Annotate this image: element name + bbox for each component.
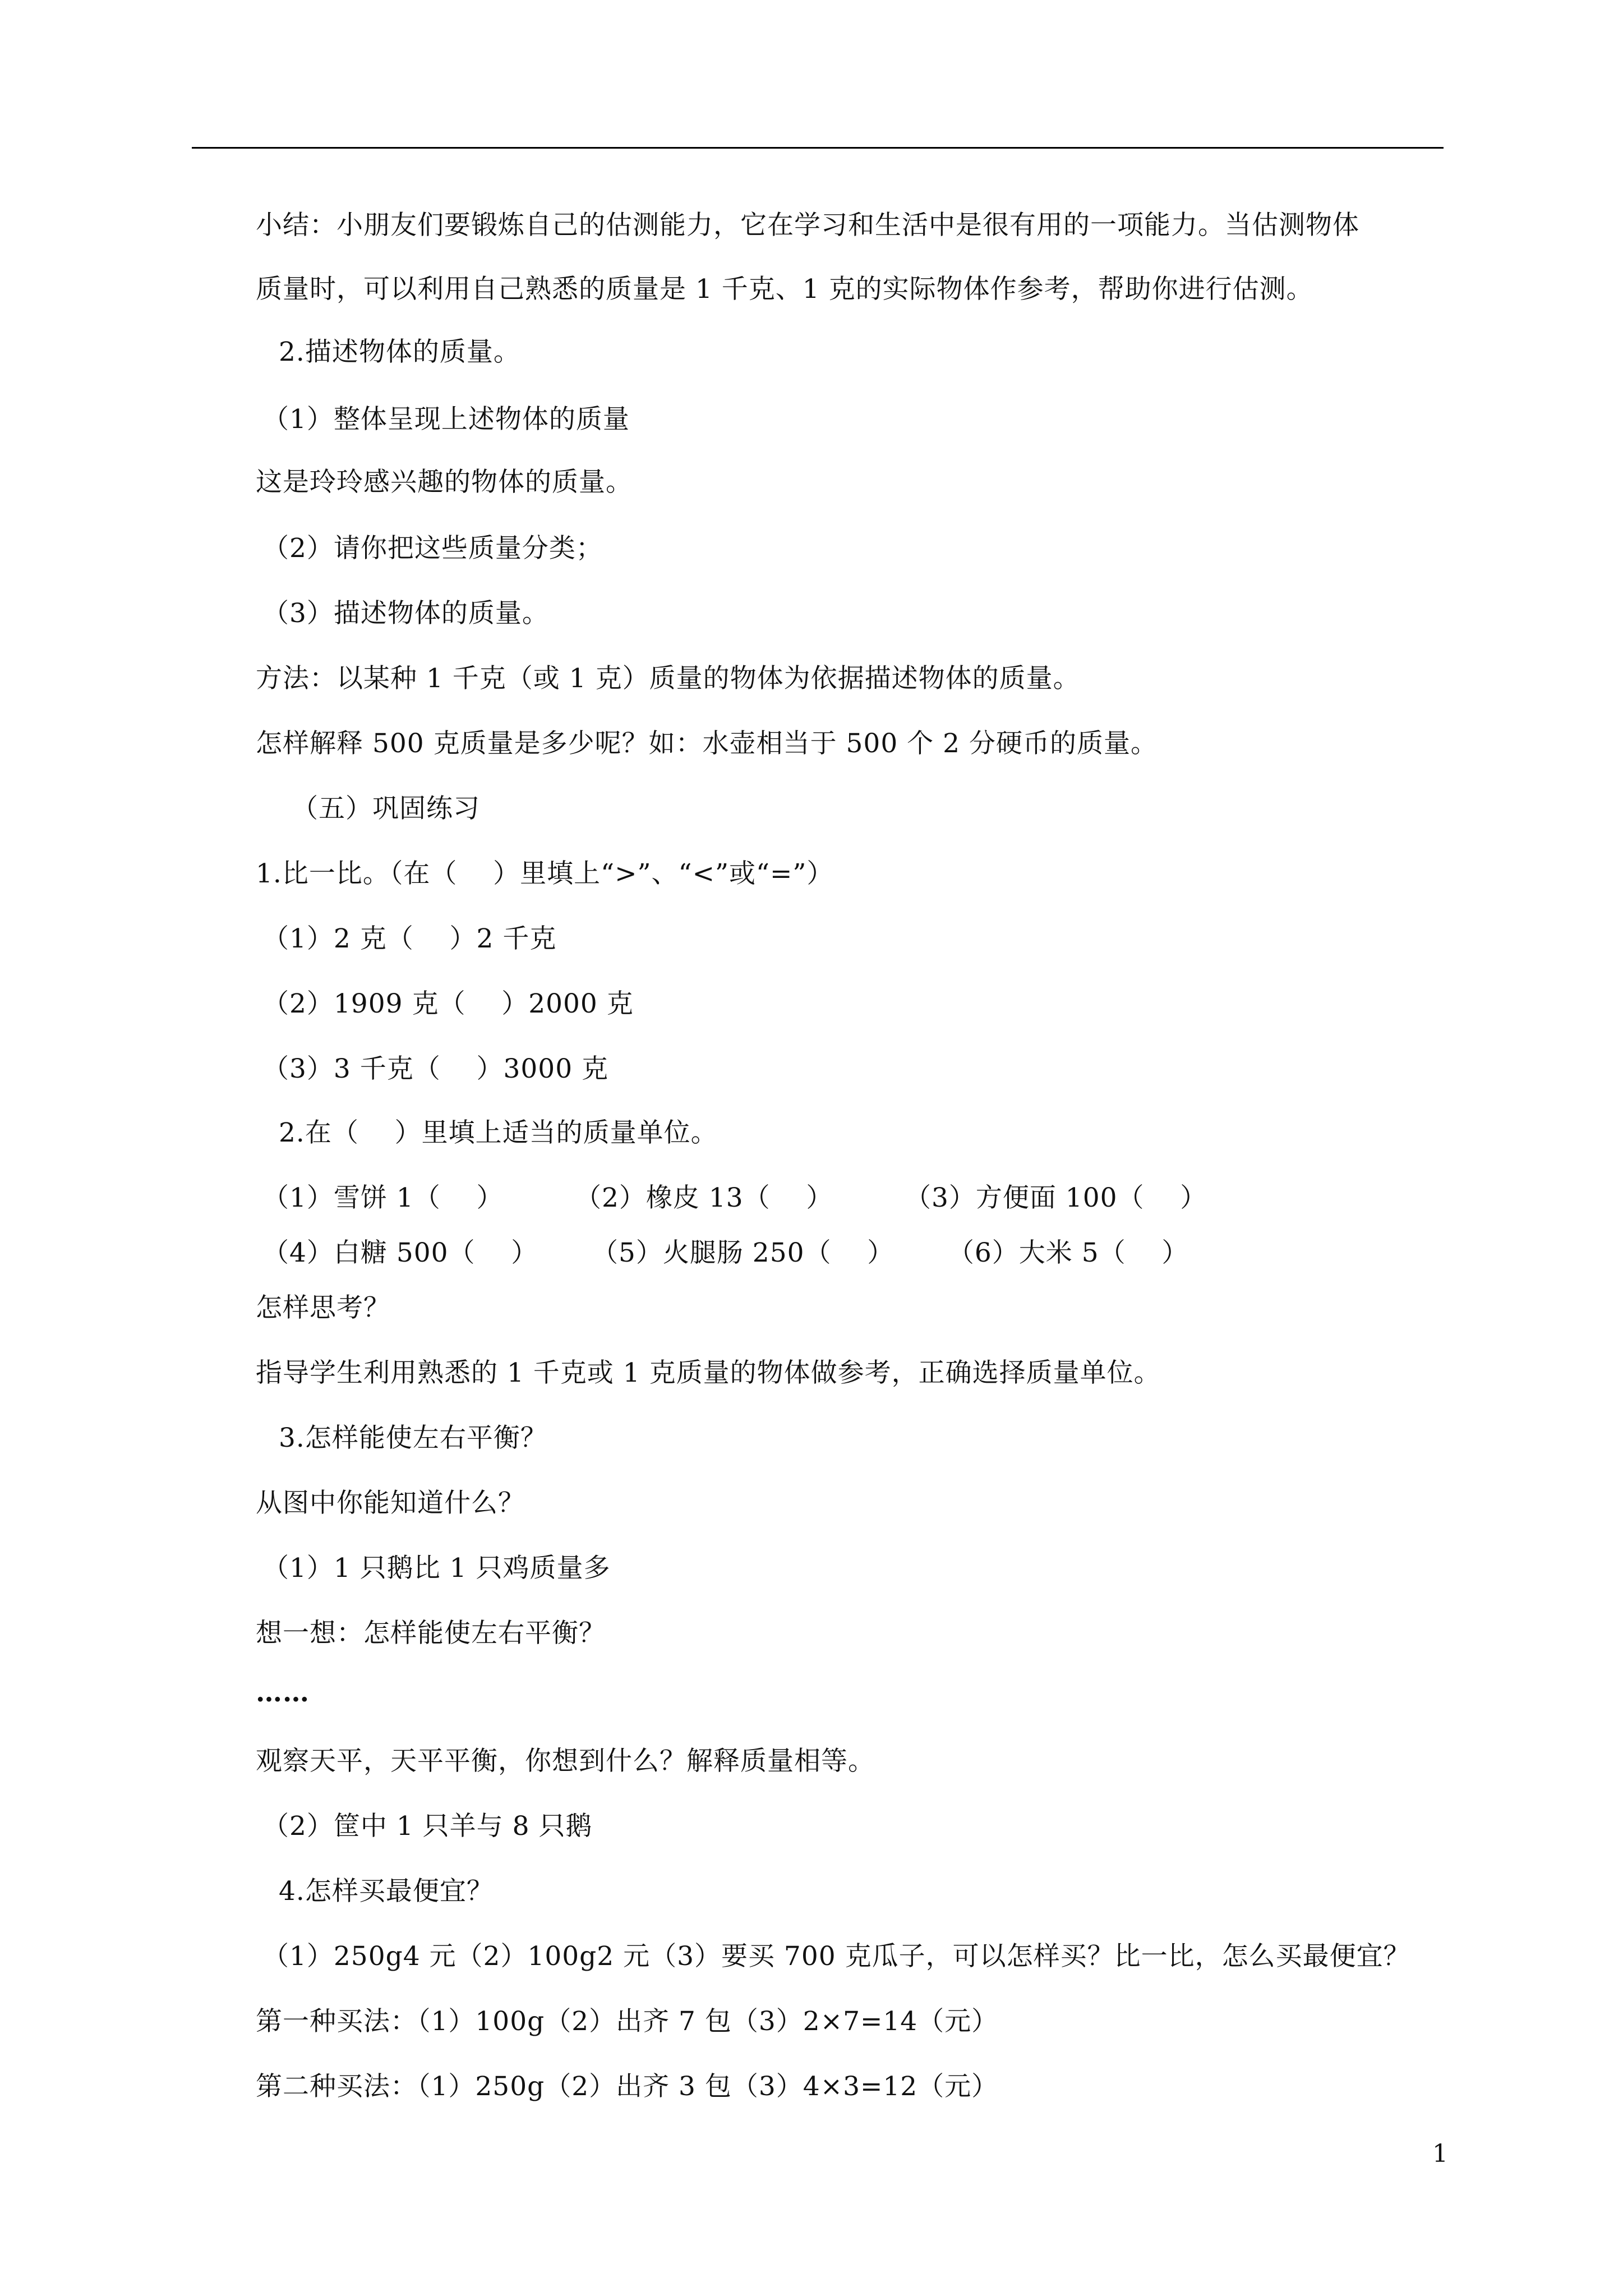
exercise-1-item-1: （1）2 克（ ）2 千克 — [262, 923, 557, 954]
summary-line-1: 小结：小朋友们要锻炼自己的估测能力，它在学习和生活中是很有用的一项能力。当估测物体 — [256, 210, 1359, 241]
exercise-3-item-1: （1）1 只鹅比 1 只鸡质量多 — [262, 1553, 611, 1584]
page-number: 1 — [1432, 2139, 1448, 2168]
item-1-line: （1）整体呈现上述物体的质量 — [262, 404, 630, 435]
exercise-4-question: （1）250g4 元（2）100g2 元（3）要买 700 克瓜子，可以怎样买？比一比，怎么买最便宜？ — [262, 1941, 1410, 1972]
observe-balance-line: 观察天平，天平平衡，你想到什么？解释质量相等。 — [256, 1746, 875, 1777]
ellipsis-line: …… — [256, 1677, 310, 1708]
section-5-heading: （五）巩固练习 — [292, 793, 480, 824]
item-3-line: （3）描述物体的质量。 — [262, 598, 549, 629]
exercise-2-heading: 2.在（ ）里填上适当的质量单位。 — [279, 1117, 718, 1148]
buy-method-1: 第一种买法：（1）100g（2）出齐 7 包（3）2×7=14（元） — [256, 2006, 999, 2037]
exercise-3-item-2: （2）筐中 1 只羊与 8 只鹅 — [262, 1811, 593, 1842]
exercise-1-item-2: （2）1909 克（ ）2000 克 — [262, 988, 634, 1019]
section-2-heading: 2.描述物体的质量。 — [279, 337, 520, 367]
exercise-3-heading: 3.怎样能使左右平衡？ — [279, 1423, 547, 1453]
item-2-line: （2）请你把这些质量分类； — [262, 533, 603, 564]
header-rule — [192, 147, 1444, 149]
exercise-2-row-1: （1）雪饼 1（ ） （2）橡皮 13（ ） （3）方便面 100（ ） — [262, 1182, 1207, 1213]
think-balance-line: 想一想：怎样能使左右平衡？ — [256, 1618, 606, 1649]
guide-line: 指导学生利用熟悉的 1 千克或 1 克质量的物体做参考，正确选择质量单位。 — [256, 1358, 1161, 1388]
exercise-1-heading: 1.比一比。（在（ ）里填上“>”、“<”或“=”） — [256, 858, 834, 889]
exercise-2-row-2: （4）白糖 500（ ） （5）火腿肠 250（ ） （6）大米 5（ ） — [262, 1237, 1189, 1268]
method-line: 方法：以某种 1 千克（或 1 克）质量的物体为依据描述物体的质量。 — [256, 663, 1080, 694]
exercise-1-item-3: （3）3 千克（ ）3000 克 — [262, 1053, 609, 1084]
buy-method-2: 第二种买法：（1）250g（2）出齐 3 包（3）4×3=12（元） — [256, 2071, 999, 2102]
summary-line-2: 质量时，可以利用自己熟悉的质量是 1 千克、1 克的实际物体作参考，帮助你进行估测。 — [256, 274, 1313, 305]
explain-line: 怎样解释 500 克质量是多少呢？如：水壶相当于 500 个 2 分硬币的质量。 — [256, 728, 1158, 759]
exercise-4-heading: 4.怎样买最便宜？ — [279, 1876, 494, 1907]
interest-line: 这是玲玲感兴趣的物体的质量。 — [256, 467, 633, 498]
picture-question-line: 从图中你能知道什么？ — [256, 1488, 525, 1519]
think-question-line: 怎样思考？ — [256, 1292, 390, 1323]
